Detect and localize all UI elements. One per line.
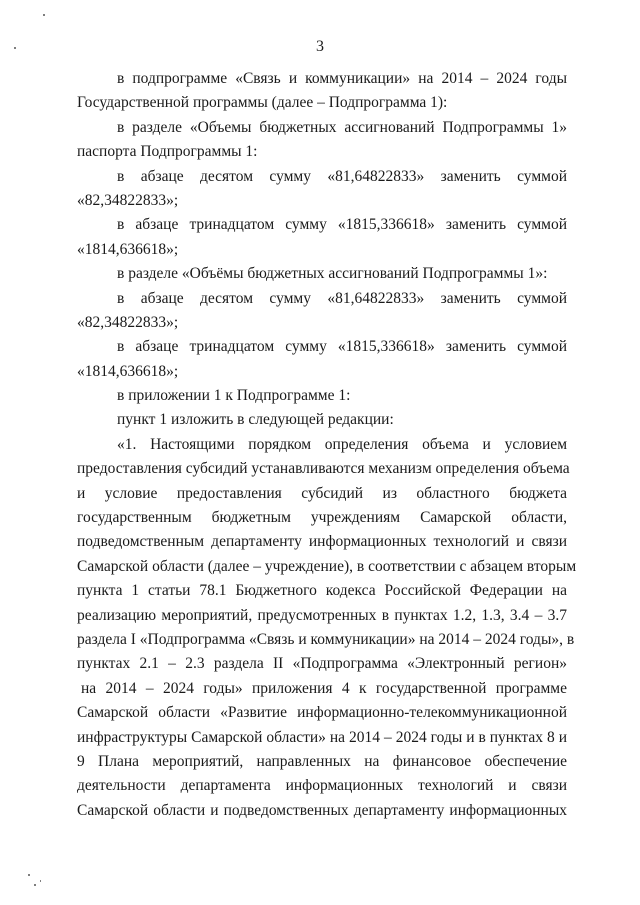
scan-speck (28, 874, 30, 876)
text-line: в абзаце тринадцатом сумму «1815,336618» заменить суммой (117, 338, 567, 356)
scan-speck (43, 14, 45, 16)
text-line: государственным бюджетным учреждениям Самарской области, (77, 509, 567, 527)
text-line: подведомственным департаменту информационных технологий и связи (77, 533, 567, 551)
text-line: на 2014 – 2024 годы» приложения 4 к государственной программе (81, 679, 567, 697)
text-line: Самарской области «Развитие информационно-телекоммуникационной (77, 704, 567, 722)
text-line: реализацию мероприятий, предусмотренных в пунктах 1.2, 1.3, 3.4 – 3.7 (77, 606, 567, 624)
text-line: в абзаце десятом сумму «81,64822833» заменить суммой (117, 289, 567, 307)
text-line: «1. Настоящими порядком определения объема и условием (117, 435, 567, 453)
text-line: «1814,636618»; (77, 240, 179, 258)
text-line: 9 Плана мероприятий, направленных на финансовое обеспечение (77, 752, 567, 770)
text-line: в абзаце десятом сумму «81,64822833» заменить суммой (117, 167, 567, 185)
text-line: в подпрограмме «Связь и коммуникации» на 2014 – 2024 годы (117, 70, 567, 87)
text-line: в разделе «Объемы бюджетных ассигнований Подпрограммы 1» (117, 118, 567, 136)
text-line: инфраструктуры Самарской области» на 2014 – 2024 годы и в пунктах 8 и (77, 728, 567, 746)
text-line: «82,34822833»; (77, 313, 179, 331)
text-line: в абзаце тринадцатом сумму «1815,336618» заменить суммой (117, 216, 567, 234)
text-line: раздела I «Подпрограмма «Связь и коммуникации» на 2014 – 2024 годы», в (77, 630, 575, 648)
page-number: 3 (316, 38, 324, 55)
text-line: деятельности департамента информационных технологий и связи (77, 777, 567, 795)
text-line: паспорта Подпрограммы 1: (77, 143, 258, 161)
text-line: «1814,636618»; (77, 362, 179, 380)
document-body (77, 67, 577, 823)
scan-speck (40, 880, 41, 882)
text-line: пунктах 2.1 – 2.3 раздела II «Подпрограмма «Электронный регион» (77, 655, 567, 673)
text-line: в приложении 1 к Подпрограмме 1: (117, 387, 351, 405)
text-line: предоставления субсидий устанавливаются механизм определения объема (77, 460, 570, 478)
text-line: пункт 1 изложить в следующей редакции: (117, 411, 394, 429)
text-line: «82,34822833»; (77, 191, 179, 209)
text-line: и условие предоставления субсидий из областного бюджета (77, 484, 567, 502)
text-line: Самарской области (далее – учреждение), в соответствии с абзацем вторым (77, 557, 577, 575)
text-line: Государственной программы (далее – Подпрограмма 1): (77, 94, 448, 112)
text-line: в разделе «Объёмы бюджетных ассигнований Подпрограммы 1»: (117, 265, 548, 283)
scan-speck (34, 884, 36, 886)
scan-speck (14, 47, 16, 49)
text-line: пункта 1 статьи 78.1 Бюджетного кодекса Российской Федерации на (77, 582, 567, 600)
text-line: Самарской области и подведомственных департаменту информационных (77, 801, 567, 819)
